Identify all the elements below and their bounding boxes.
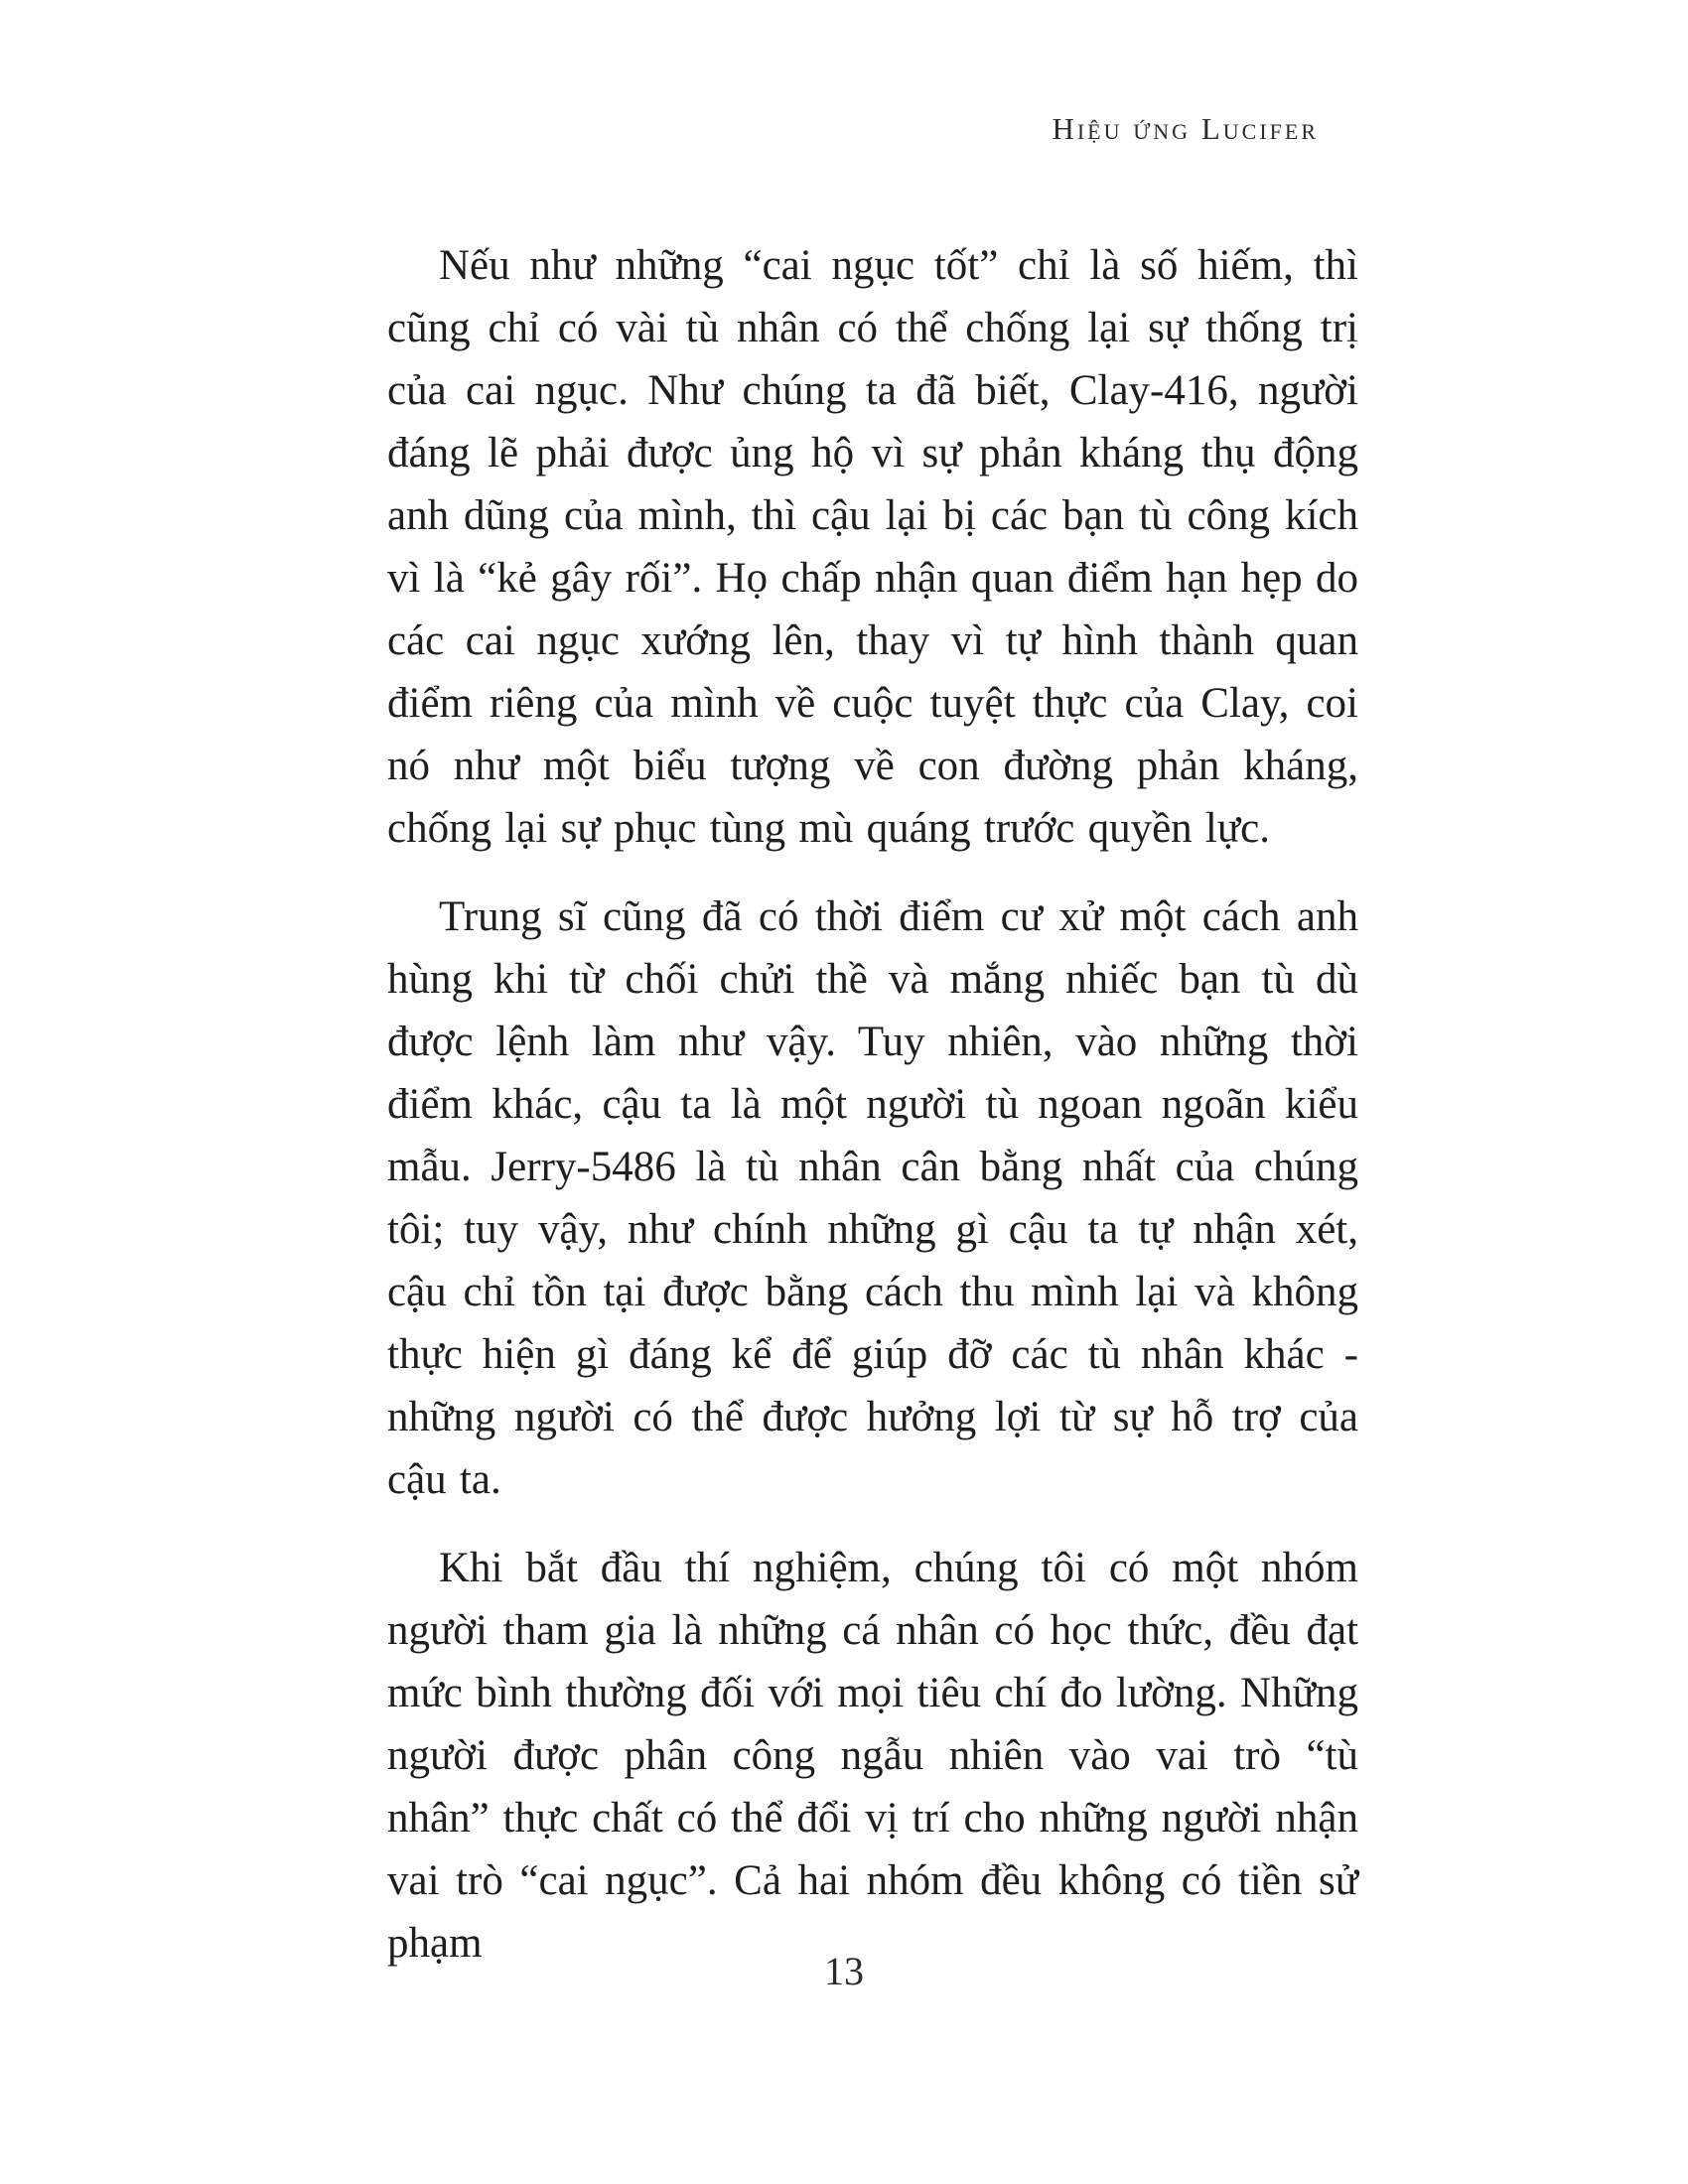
page-number: 13 xyxy=(824,1949,864,1993)
body-text xyxy=(387,234,1358,1975)
paragraph-2: Trung sĩ cũng đã có thời điểm cư xử một cách anh hùng khi từ chối chửi thề và mắng nhiếc bạn tù dù được lệnh làm như vậy. Tuy nhiên, vào những thời điểm khác, cậu ta là một người tù ngoan ngoãn kiểu mẫu. Jerry-5486 là tù nhân cân bằng nhất của chúng tôi; tuy vậy, như chính những gì cậu ta tự nhận xét, cậu chỉ tồn tại được bằng cách thu mình lại và không thực hiện gì đáng kể để giúp đỡ các tù nhân khác - những người có thể được hưởng lợi từ sự hỗ trợ của cậu ta. xyxy=(387,893,1358,1503)
paragraph-3: Khi bắt đầu thí nghiệm, chúng tôi có một nhóm người tham gia là những cá nhân có học thức, đều đạt mức bình thường đối với mọi tiêu chí đo lường. Những người được phân công ngẫu nhiên vào vai trò “tù nhân” thực chất có thể đổi vị trí cho những người nhận vai trò “cai ngục”. Cả hai nhóm đều không có tiền sử phạm xyxy=(387,1545,1358,1967)
running-header: Hiệu ứng Lucifer xyxy=(1052,111,1319,146)
paragraph-1: Nếu như những “cai ngục tốt” chỉ là số hiếm, thì cũng chỉ có vài tù nhân có thể chống lại sự thống trị của cai ngục. Như chúng ta đã biết, Clay-416, người đáng lẽ phải được ủng hộ vì sự phản kháng thụ động anh dũng của mình, thì cậu lại bị các bạn tù công kích vì là “kẻ gây rối”. Họ chấp nhận quan điểm hạn hẹp do các cai ngục xướng lên, thay vì tự hình thành quan điểm riêng của mình về cuộc tuyệt thực của Clay, coi nó như một biểu tượng về con đường phản kháng, chống lại sự phục tùng mù quáng trước quyền lực. xyxy=(387,242,1358,852)
